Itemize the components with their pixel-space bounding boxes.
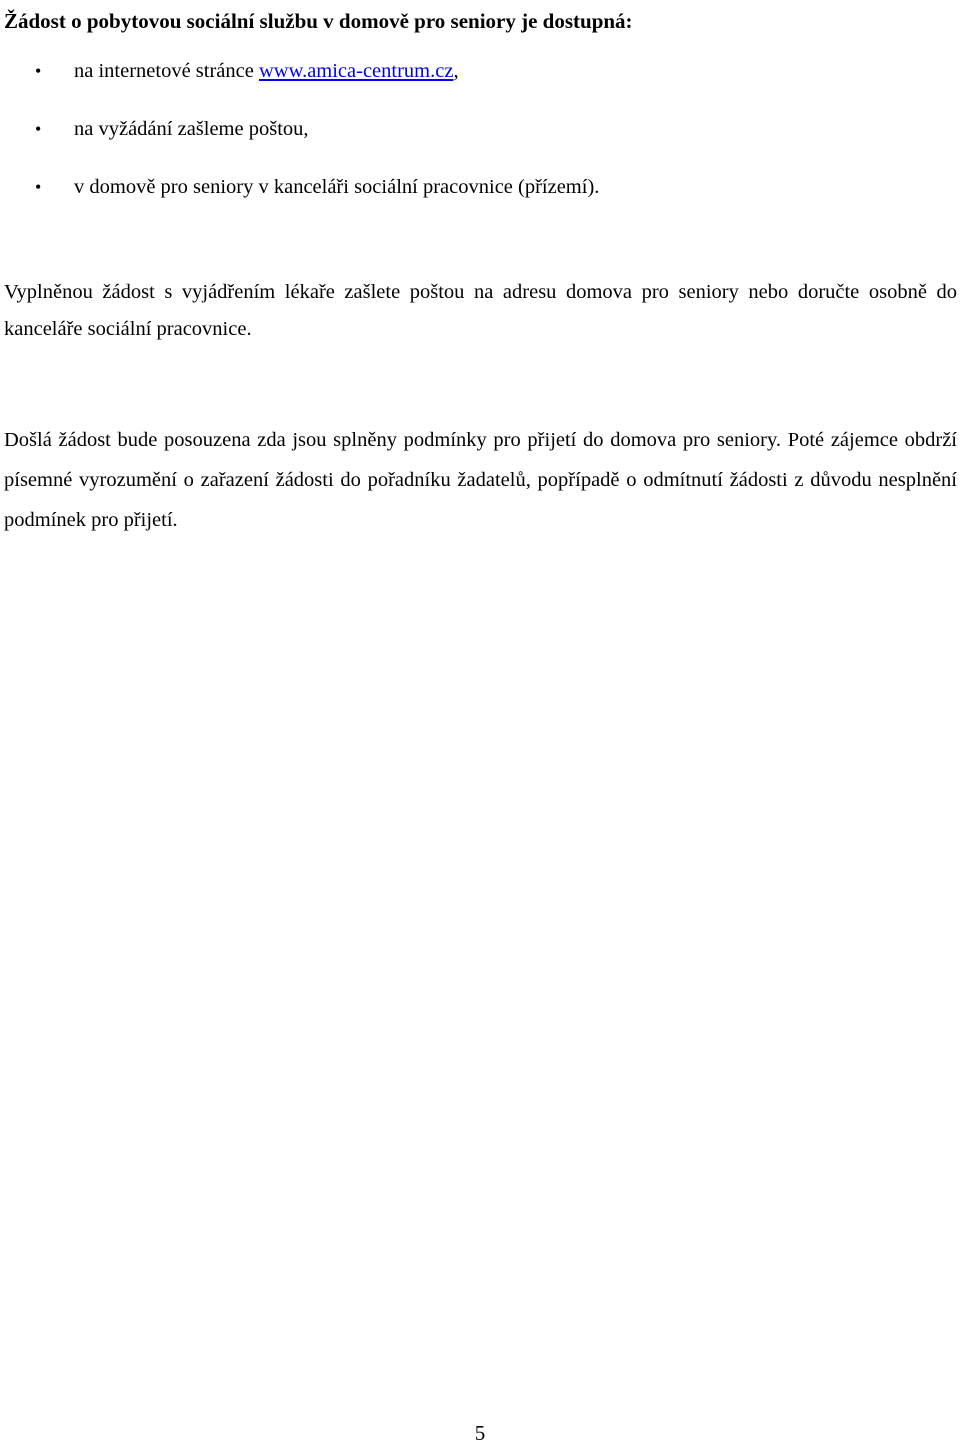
list-item-text: na vyžádání zašleme poštou,	[74, 118, 309, 140]
list-item-prefix: na internetové stránce	[74, 60, 259, 82]
paragraph-submission: Vyplněnou žádost s vyjádřením lékaře zašlete poštou na adresu domova pro seniory nebo doručte osobně do kanceláře sociální pracovnice.	[4, 281, 957, 340]
list-item-text	[74, 58, 459, 84]
list-item-suffix: ,	[453, 60, 459, 82]
bullet-icon: •	[35, 119, 42, 139]
list-item-text: v domově pro seniory v kanceláři sociální pracovnice (přízemí).	[74, 176, 600, 198]
section-heading: Žádost o pobytovou sociální službu v domově pro seniory je dostupná:	[4, 9, 633, 33]
paragraph-assessment: Došlá žádost bude posouzena zda jsou splněny podmínky pro přijetí do domova pro seniory. Poté zájemce obdrží písemné vyrozumění o zařazení žádosti do pořadníku žadatelů, popřípadě o odmítnutí žádosti z důvodu nesplnění podmínek pro přijetí.	[4, 429, 957, 531]
page-number: 5	[474, 1421, 486, 1445]
website-link[interactable]: www.amica-centrum.cz	[258, 60, 454, 82]
bullet-icon: •	[35, 61, 42, 81]
bullet-icon: •	[35, 177, 42, 197]
